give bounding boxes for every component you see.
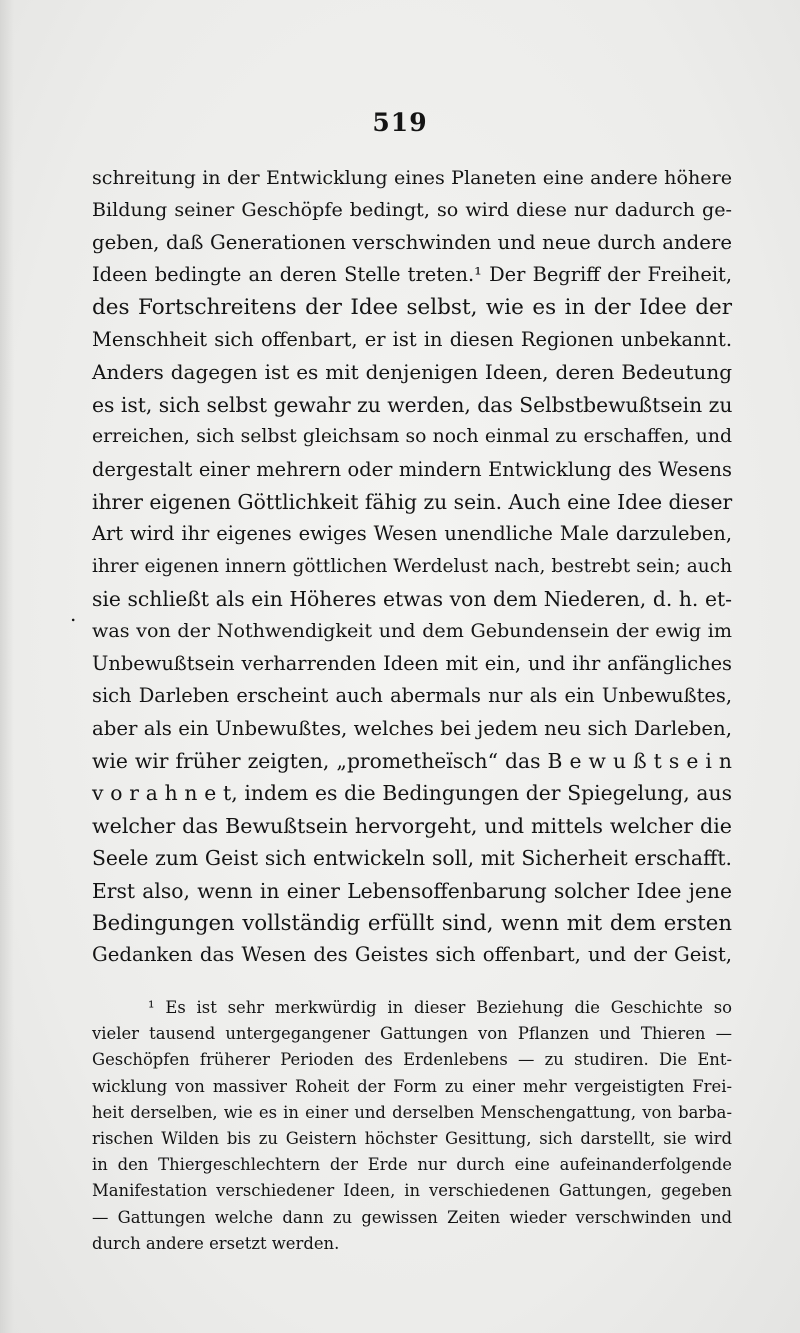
- text-line: welcher das Bewußtsein hervorgeht, und mittels welcher die: [92, 813, 732, 838]
- text-line: Bildung seiner Geschöpfe bedingt, so wird diese nur dadurch ge-: [92, 198, 732, 222]
- footnote-line: heit derselben, wie es in einer und derselben Menschengattung, von barba-: [92, 1102, 732, 1122]
- footnote-line: Manifestation verschiedener Ideen, in verschiedenen Gattungen, gegeben: [92, 1181, 732, 1201]
- margin-mark: .: [70, 602, 77, 626]
- footnote-line: durch andere ersetzt werden.: [92, 1233, 340, 1253]
- footnote-line: — Gattungen welche dann zu gewissen Zeiten wieder verschwinden und: [92, 1207, 732, 1227]
- text-line: sie schließt als ein Höheres etwas von dem Niederen, d. h. et-: [92, 587, 732, 612]
- text-line: Unbewußtsein verharrenden Ideen mit ein, und ihr anfängliches: [92, 651, 732, 675]
- footnote: [92, 995, 732, 1257]
- body-text: [92, 162, 732, 972]
- text-line: Anders dagegen ist es mit denjenigen Ideen, deren Bedeutung: [92, 360, 732, 385]
- text-line: erreichen, sich selbst gleichsam so noch einmal zu erschaffen, und: [92, 426, 732, 448]
- text-line: was von der Nothwendigkeit und dem Gebundensein der ewig im: [92, 619, 732, 643]
- text-line: Erst also, wenn in einer Lebensoffenbarung solcher Idee jene: [92, 878, 732, 903]
- text-line: Art wird ihr eigenes ewiges Wesen unendliche Male darzuleben,: [92, 522, 732, 546]
- text-line: v o r a h n e t, indem es die Bedingungen der Spiegelung, aus: [92, 781, 732, 806]
- text-line: Ideen bedingte an deren Stelle treten.¹ Der Begriff der Freiheit,: [92, 263, 732, 287]
- text-line: aber als ein Unbewußtes, welches bei jedem neu sich Darleben,: [92, 716, 732, 740]
- footnote-line: in den Thiergeschlechtern der Erde nur durch eine aufeinanderfolgende: [92, 1155, 732, 1175]
- footnote-line: Geschöpfen früherer Perioden des Erdenlebens — zu studiren. Die Ent-: [92, 1050, 732, 1070]
- text-line: ihrer eigenen Göttlichkeit fähig zu sein. Auch eine Idee dieser: [92, 489, 733, 514]
- text-line: Seele zum Geist sich entwickeln soll, mit Sicherheit erschafft.: [92, 846, 732, 871]
- text-line: Bedingungen vollständig erfüllt sind, wenn mit dem ersten: [92, 909, 732, 935]
- footnote-line: rischen Wilden bis zu Geistern höchster Gesittung, sich darstellt, sie wird: [92, 1128, 732, 1148]
- text-line: Gedanken das Wesen des Geistes sich offenbart, und der Geist,: [92, 943, 732, 967]
- footnote-line: ¹ Es ist sehr merkwürdig in dieser Beziehung die Geschichte so: [148, 998, 732, 1017]
- footnote-line: wicklung von massiver Roheit der Form zu einer mehr vergeistigten Frei-: [92, 1076, 732, 1096]
- text-line: wie wir früher zeigten, „prometheïsch“ das B e w u ß t s e i n: [92, 749, 732, 774]
- text-line: es ist, sich selbst gewahr zu werden, das Selbstbewußtsein zu: [92, 392, 733, 417]
- footnote-line: vieler tausend untergegangener Gattungen von Pflanzen und Thieren —: [92, 1024, 732, 1044]
- text-line: dergestalt einer mehrern oder mindern Entwicklung des Wesens: [92, 457, 732, 481]
- text-line: des Fortschreitens der Idee selbst, wie es in der Idee der: [92, 294, 732, 320]
- page-number: 519: [372, 108, 428, 137]
- text-line: geben, daß Generationen verschwinden und neue durch andere: [92, 230, 732, 254]
- text-line: schreitung in der Entwicklung eines Planeten eine andere höhere: [92, 166, 732, 189]
- text-line: sich Darleben erscheint auch abermals nur als ein Unbewußtes,: [92, 684, 732, 708]
- text-line: Menschheit sich offenbart, er ist in diesen Regionen unbekannt.: [92, 327, 732, 351]
- text-line: ihrer eigenen innern göttlichen Werdelust nach, bestrebt sein; auch: [92, 555, 732, 577]
